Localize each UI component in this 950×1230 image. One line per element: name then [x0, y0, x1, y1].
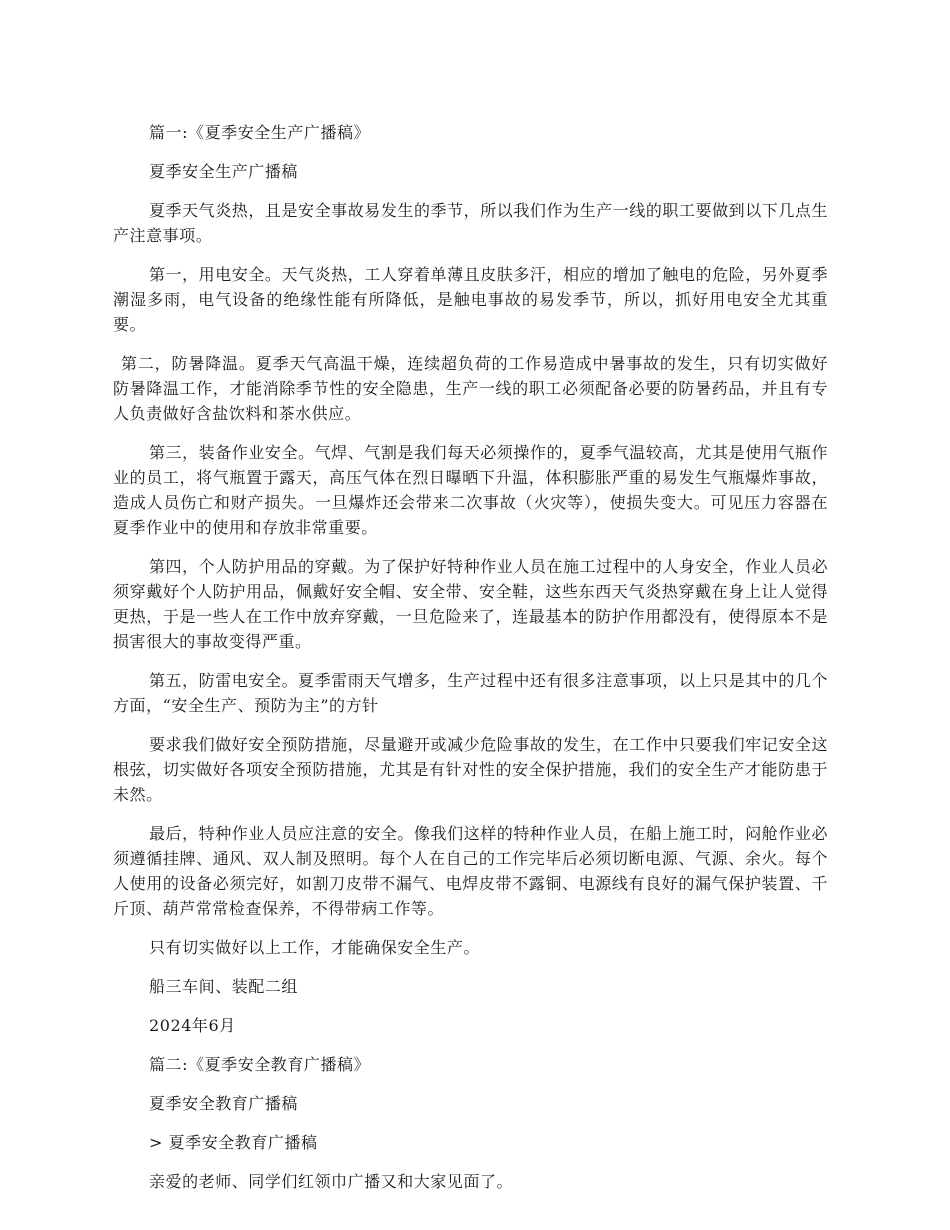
section-heading-1: 篇一:《夏季安全生产广播稿》: [149, 123, 371, 142]
paragraph-prevention: 要求我们做好安全预防措施，尽量避开或减少危险事故的发生，在工作中只要我们牢记安全这根弦，切实做好各项安全预防措施，尤其是有针对性的安全保护措施，我们的安全生产才能防患于未然。: [113, 735, 828, 804]
paragraph-conclusion: 只有切实做好以上工作，才能确保安全生产。: [149, 938, 481, 957]
document-title-1: 夏季安全生产广播稿: [149, 162, 298, 181]
subtitle-link: > 夏季安全教育广播稿: [149, 1133, 318, 1152]
document-body: [113, 120, 828, 1208]
section-heading-2: 篇二:《夏季安全教育广播稿》: [149, 1055, 371, 1074]
paragraph-lightning-safety: 第五，防雷电安全。夏季雷雨天气增多，生产过程中还有很多注意事项，以上只是其中的几个方面，“安全生产、预防为主”的方针: [113, 671, 828, 715]
paragraph-intro: 夏季天气炎热，且是安全事故易发生的季节，所以我们作为生产一线的职工要做到以下几点生产注意事项。: [113, 201, 828, 245]
paragraph-equipment-safety: 第三，装备作业安全。气焊、气割是我们每天必须操作的，夏季气温较高，尤其是使用气瓶作业的员工，将气瓶置于露天，高压气体在烈日曝晒下升温，体积膨胀严重的易发生气瓶爆炸事故，造成人员伤亡和财产损失。一旦爆炸还会带来二次事故（火灾等），使损失变大。可见压力容器在夏季作业中的使用和存放非常重要。: [113, 443, 828, 537]
paragraph-protective-gear: 第四，个人防护用品的穿戴。为了保护好特种作业人员在施工过程中的人身安全，作业人员必须穿戴好个人防护用品，佩戴好安全帽、安全带、安全鞋，这些东西天气炎热穿戴在身上让人觉得更热，于是一些人在工作中放弃穿戴，一旦危险来了，连最基本的防护作用都没有，使得原本不是损害很大的事故变得严重。: [113, 557, 828, 651]
document-title-2: 夏季安全教育广播稿: [149, 1094, 298, 1113]
signature-department: 船三车间、装配二组: [149, 977, 298, 996]
signature-date: 2024年6月: [149, 1016, 236, 1035]
paragraph-greeting: 亲爱的老师、同学们红领巾广播又和大家见面了。: [149, 1172, 514, 1191]
paragraph-special-workers: 最后，特种作业人员应注意的安全。像我们这样的特种作业人员，在船上施工时，闷舱作业必须遵循挂牌、通风、双人制及照明。每个人在自己的工作完毕后必须切断电源、气源、余火。每个人使用的设备必须完好，如割刀皮带不漏气、电焊皮带不露铜、电源线有良好的漏气保护装置、千斤顶、葫芦常常检查保养，不得带病工作等。: [113, 824, 828, 918]
paragraph-heatstroke: 第二，防暑降温。夏季天气高温干燥，连续超负荷的工作易造成中暑事故的发生，只有切实做好防暑降温工作，才能消除季节性的安全隐患，生产一线的职工必须配备必要的防暑药品，并且有专人负责做好含盐饮料和茶水供应。: [113, 354, 828, 423]
paragraph-electric-safety: 第一，用电安全。天气炎热，工人穿着单薄且皮肤多汗，相应的增加了触电的危险，另外夏季潮湿多雨，电气设备的绝缘性能有所降低，是触电事故的易发季节，所以，抓好用电安全尤其重要。: [113, 265, 828, 334]
